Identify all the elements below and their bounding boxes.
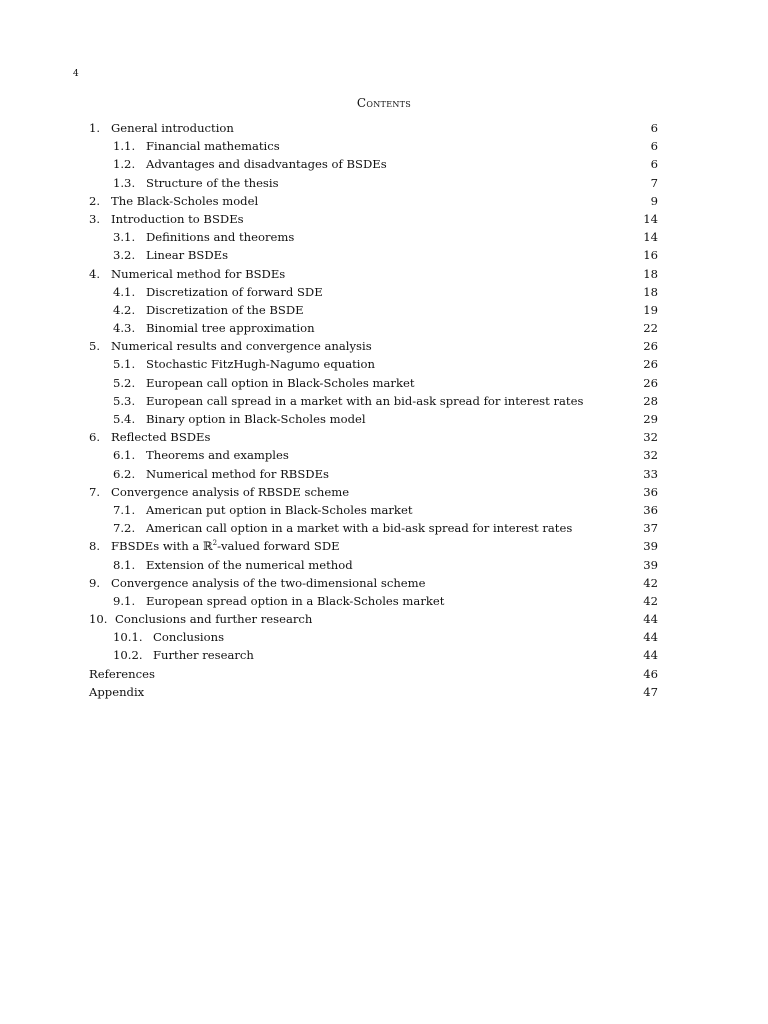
- toc-label: Appendix: [89, 684, 145, 699]
- toc-label: The Black-Scholes model: [111, 193, 259, 208]
- toc-entry[interactable]: [89, 265, 658, 283]
- toc-label: Convergence analysis of the two-dimensional scheme: [111, 575, 426, 590]
- toc-page: 7: [650, 175, 658, 190]
- toc-entry[interactable]: [89, 283, 658, 301]
- toc-number: 1.1.: [113, 139, 136, 154]
- toc-label: Numerical results and convergence analysis: [111, 339, 372, 354]
- toc-page: 44: [643, 612, 658, 627]
- toc-number: 5.2.: [113, 375, 136, 390]
- toc-page: 29: [643, 412, 658, 426]
- toc-page: 16: [643, 248, 658, 263]
- toc-page: 26: [643, 339, 658, 354]
- toc-label: General introduction: [111, 121, 234, 135]
- toc-label: European call option in Black-Scholes market: [146, 375, 415, 390]
- toc-number: 6.1.: [113, 448, 136, 463]
- toc-label: Reflected BSDEs: [111, 430, 211, 445]
- toc-number: 4.3.: [113, 321, 136, 336]
- toc-number: 1.2.: [113, 157, 136, 172]
- toc-number: 9.1.: [113, 593, 136, 608]
- toc-entry[interactable]: [89, 574, 658, 592]
- toc-label: Convergence analysis of RBSDE scheme: [111, 484, 350, 499]
- toc-number: 4.1.: [113, 284, 136, 299]
- toc-entry[interactable]: [89, 119, 658, 137]
- toc-entry[interactable]: [89, 301, 658, 319]
- toc-page: 6: [650, 139, 658, 154]
- toc-label: Numerical method for BSDEs: [111, 266, 286, 281]
- toc-label: [111, 537, 340, 555]
- toc-label: Conclusions and further research: [115, 612, 313, 627]
- toc-entry[interactable]: [89, 410, 658, 428]
- toc-number: 8.1.: [113, 557, 136, 572]
- toc-page: 26: [643, 357, 658, 372]
- toc-page: 37: [643, 521, 658, 536]
- toc-entry[interactable]: [89, 465, 658, 483]
- toc-entry[interactable]: [89, 610, 658, 628]
- toc-label: American put option in Black-Scholes market: [146, 502, 413, 517]
- toc-entry[interactable]: [89, 519, 658, 537]
- toc-number: 2.: [89, 193, 101, 208]
- toc-page: 6: [650, 121, 658, 135]
- toc-number: 1.: [89, 121, 101, 135]
- toc-page: 32: [643, 448, 658, 463]
- toc-page: 39: [643, 557, 658, 572]
- toc-entry[interactable]: [89, 483, 658, 501]
- toc-label: Structure of the thesis: [146, 175, 279, 190]
- toc-page: 47: [643, 684, 658, 699]
- toc-entry[interactable]: [89, 428, 658, 446]
- toc-entry[interactable]: [89, 446, 658, 464]
- toc-number: 7.1.: [113, 502, 136, 517]
- toc-page: 6: [650, 157, 658, 172]
- toc-entry[interactable]: [89, 501, 658, 519]
- toc-number: 5.3.: [113, 393, 136, 408]
- toc-label-text: FBSDEs with a: [111, 539, 203, 554]
- toc-number: 10.1.: [113, 630, 143, 645]
- toc-label: Numerical method for RBSDEs: [146, 466, 329, 481]
- toc-entry[interactable]: [89, 683, 658, 701]
- toc-label: Introduction to BSDEs: [111, 211, 244, 226]
- toc-label: Definitions and theorems: [146, 230, 295, 245]
- toc-entry[interactable]: [89, 537, 658, 555]
- toc-label: Binary option in Black-Scholes model: [146, 412, 366, 426]
- toc-label: Linear BSDEs: [146, 248, 229, 263]
- toc-page: 46: [643, 666, 658, 681]
- toc-page: 9: [650, 193, 658, 208]
- toc-number: 6.: [89, 430, 101, 445]
- toc-number: 7.: [89, 484, 101, 499]
- toc-number: 4.2.: [113, 302, 136, 317]
- superscript: 2: [212, 539, 218, 548]
- toc-label: Advantages and disadvantages of BSDEs: [146, 157, 387, 172]
- toc-entry[interactable]: [89, 319, 658, 337]
- toc-entry[interactable]: [89, 210, 658, 228]
- real-numbers-symbol: ℝ: [202, 539, 213, 554]
- toc-label: Stochastic FitzHugh-Nagumo equation: [146, 357, 375, 372]
- toc-number: 7.2.: [113, 521, 136, 536]
- page-number: 4: [73, 69, 79, 79]
- toc-page: 14: [643, 230, 658, 245]
- toc-entry[interactable]: [89, 374, 658, 392]
- toc-page: 28: [643, 393, 658, 408]
- toc-number: 10.: [89, 612, 108, 627]
- toc-entry[interactable]: [89, 556, 658, 574]
- toc-page: 14: [643, 211, 658, 226]
- page-title: Contents: [356, 96, 412, 110]
- toc-entry[interactable]: [89, 192, 658, 210]
- toc-label: Discretization of forward SDE: [146, 284, 323, 299]
- toc-page: 36: [643, 484, 658, 499]
- toc-entry[interactable]: [89, 174, 658, 192]
- toc-entry[interactable]: [89, 646, 658, 664]
- toc-page: 18: [643, 284, 658, 299]
- toc-entry[interactable]: [89, 628, 658, 646]
- toc-label: Extension of the numerical method: [146, 557, 353, 572]
- toc-label: Binomial tree approximation: [146, 321, 315, 336]
- toc-label: References: [89, 666, 155, 681]
- toc-page: 19: [643, 302, 658, 317]
- toc-number: 8.: [89, 539, 101, 554]
- toc-number: 3.1.: [113, 230, 136, 245]
- toc-number: 9.: [89, 575, 101, 590]
- toc-page: 36: [643, 502, 658, 517]
- toc-entry[interactable]: [89, 155, 658, 173]
- toc-number: 5.: [89, 339, 101, 354]
- toc-page: 42: [643, 593, 658, 608]
- toc-page: 44: [643, 630, 658, 645]
- toc-page: 22: [643, 321, 658, 336]
- toc-entry[interactable]: [89, 228, 658, 246]
- toc-label: Conclusions: [153, 630, 225, 645]
- toc-label-text: -valued forward SDE: [217, 539, 340, 554]
- toc-number: 4.: [89, 266, 101, 281]
- toc-number: 3.2.: [113, 248, 136, 263]
- toc-label: Theorems and examples: [146, 448, 289, 463]
- toc-page: 42: [643, 575, 658, 590]
- toc-page: 39: [643, 539, 658, 554]
- toc-label: Financial mathematics: [146, 139, 280, 154]
- toc-page: 44: [643, 648, 658, 663]
- toc-page: 33: [643, 466, 658, 481]
- toc-entry[interactable]: [89, 337, 658, 355]
- toc-label: Discretization of the BSDE: [146, 302, 304, 317]
- toc-entry[interactable]: [89, 665, 658, 683]
- toc-number: 10.2.: [113, 648, 143, 663]
- toc-label: American call option in a market with a bid-ask spread for interest rates: [146, 521, 573, 536]
- toc-number: 3.: [89, 211, 101, 226]
- toc-number: 5.4.: [113, 412, 136, 426]
- toc-label: European spread option in a Black-Scholes market: [146, 593, 445, 608]
- toc-page: 26: [643, 375, 658, 390]
- toc-label: European call spread in a market with an bid-ask spread for interest rates: [146, 393, 584, 408]
- toc-number: 1.3.: [113, 175, 136, 190]
- table-of-contents: [89, 119, 658, 701]
- toc-page: 18: [643, 266, 658, 281]
- toc-entry[interactable]: [89, 246, 658, 264]
- toc-number: 5.1.: [113, 357, 136, 372]
- toc-entry[interactable]: [89, 137, 658, 155]
- toc-entry[interactable]: [89, 355, 658, 373]
- toc-number: 6.2.: [113, 466, 136, 481]
- toc-entry[interactable]: [89, 392, 658, 410]
- toc-page: 32: [643, 430, 658, 445]
- toc-label: Further research: [153, 648, 254, 663]
- toc-entry[interactable]: [89, 592, 658, 610]
